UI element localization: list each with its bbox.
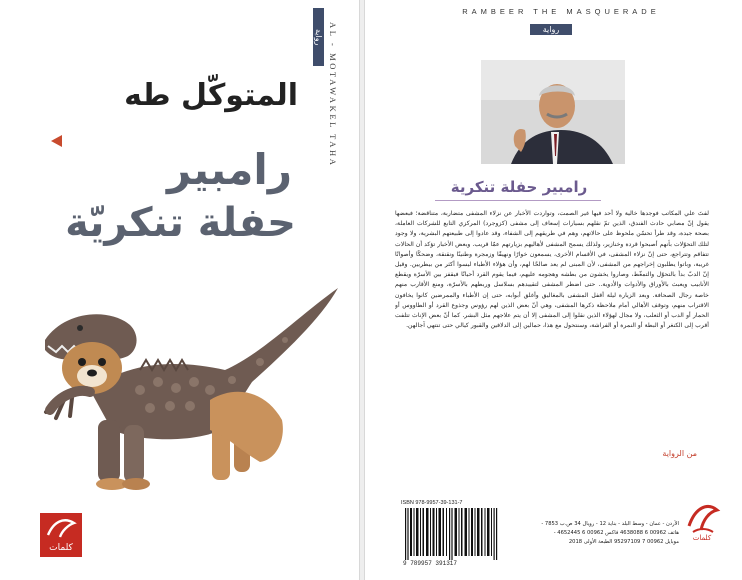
author-name: المتوكّل طه (124, 78, 298, 113)
publisher-logo-back-text: كلمات (692, 534, 712, 542)
barcode-icon (405, 508, 501, 560)
synopsis-text: لفتَ علي المكاتب فوجدها خالية ولا أحد فيها غير الصمت، وتواردت الأخبار عن نزلاء المشفى متضاربة، متناقضة؛ فبعضها يقول إنّ مصابي حادث الفندق، الذين تمّ نقلهم بسيارات إسعاف إلى مشفى (كزوجرد) المركزي التابع للشركات العاملة، بصحة جيدة، وقد طرأ تحسّن ملحوظ على حالاتهم، وهم في طريقهم إلى الشفاء، وقد عادوا إلى طبيعتهم البشرية، ولا وجود لتلك التحوّلات بأنهم أصبحوا قردة وخنازير، ولذلك يسمح المشفى لأهاليهم بزيارتهم عمّا قريب. وبعض الأخبار تؤكد أن الحالات تتفاقم وتتراجع، حتى إنّ نزلاء المشفى، في الأقسام الأخرى، يسمعون خوارًا ونهيقًا وزمجرة وطنينًا ونقنقة، وضحكًا وأصواتًا غريبة، وباتوا يطلبون إخراجهم من المشفى، لأن المبنى لم يعد صالحًا لهم، وأن هؤلاء الأطباء ليسوا أكثر من بيطريين. وقيل إنّ الدبّ بدأ بالتحوّل والتمغّط، وصاروا يخشون من بطشه وهجومه عليهم، فيما يقوم القرد أحيانًا فيقفز بين الأسرّة ويقطع الأنابيب ويعبث بالأوراق والأدوات والأدوية.. حتى اضطر المشفى لتقييدهم بسلاسل وربطهم بالأسرّة، ومنع الأقارب منهم خاصة رجال الصحافة. وبعد الزيارة ليلة أقفل المشفى بالمغاليق وأغلق أبوابه، حتى إن الأطباء والممرضين كانوا يخافون الاقتراب منهم، وتوقف الأهالي أمام ملاحظة ذكرها المشفى، وهي أنّ بعض الذين لهم رؤوس وجذوع القرد أو الطاووس أو الحمار أو الدب أو الثعلب، ولا مجال لهؤلاء الذين نقلوا إلى المشفى إلا أن يتم علاجهم مثل البشر. كما أنّ بعض الإناث تتلفت أقرب إلى الكنغر أو البطة أو النمرة أو الفراشة، وسنتحول مع هذا، حمالين إلى الدلافين والقبور كيالي حتى تنتهي آجالهن. (395, 210, 709, 330)
back-cover (364, 0, 742, 580)
isbn-barcode (399, 498, 507, 570)
publisher-logo-text: كلمات (49, 543, 73, 553)
book-title: رامبير (167, 145, 292, 194)
back-title: رامبير حفلة تنكرية (450, 178, 588, 196)
book-subtitle: حفلة تنكريّة (65, 200, 296, 246)
author-portrait-illustration (481, 60, 625, 164)
barcode-digits: 9 789957 391317 (403, 560, 458, 567)
publisher-logo-back (683, 498, 721, 542)
dog-in-dinosaur-costume-illustration (20, 270, 340, 500)
genre-badge: رواية (313, 8, 324, 66)
title-divider (435, 200, 601, 201)
publisher-logo (40, 513, 82, 557)
publisher-address: الأردن - عمان - وسط البلد - بناية 12 - رويال 34 ص.ب 7853 - هاتف 00962 6 4638088 فاكس 00962 6 4652445 - موبايل 00962 7 95297109 الطبعة الأولى 2018 (541, 521, 679, 546)
author-latin-vertical: AL - MOTAWAKEL TAHA (328, 22, 338, 168)
calligraphy-logo-icon (683, 498, 721, 542)
genre-badge-back: رواية (530, 24, 572, 35)
title-latin: RAMBEER THE MASQUERADE (462, 7, 660, 16)
isbn-label: ISBN 978-9957-39-131-7 (401, 500, 463, 506)
front-cover (0, 0, 360, 580)
from-novel-label: من الرواية (662, 449, 697, 458)
author-photo (481, 60, 625, 164)
calligraphy-icon (40, 513, 82, 543)
